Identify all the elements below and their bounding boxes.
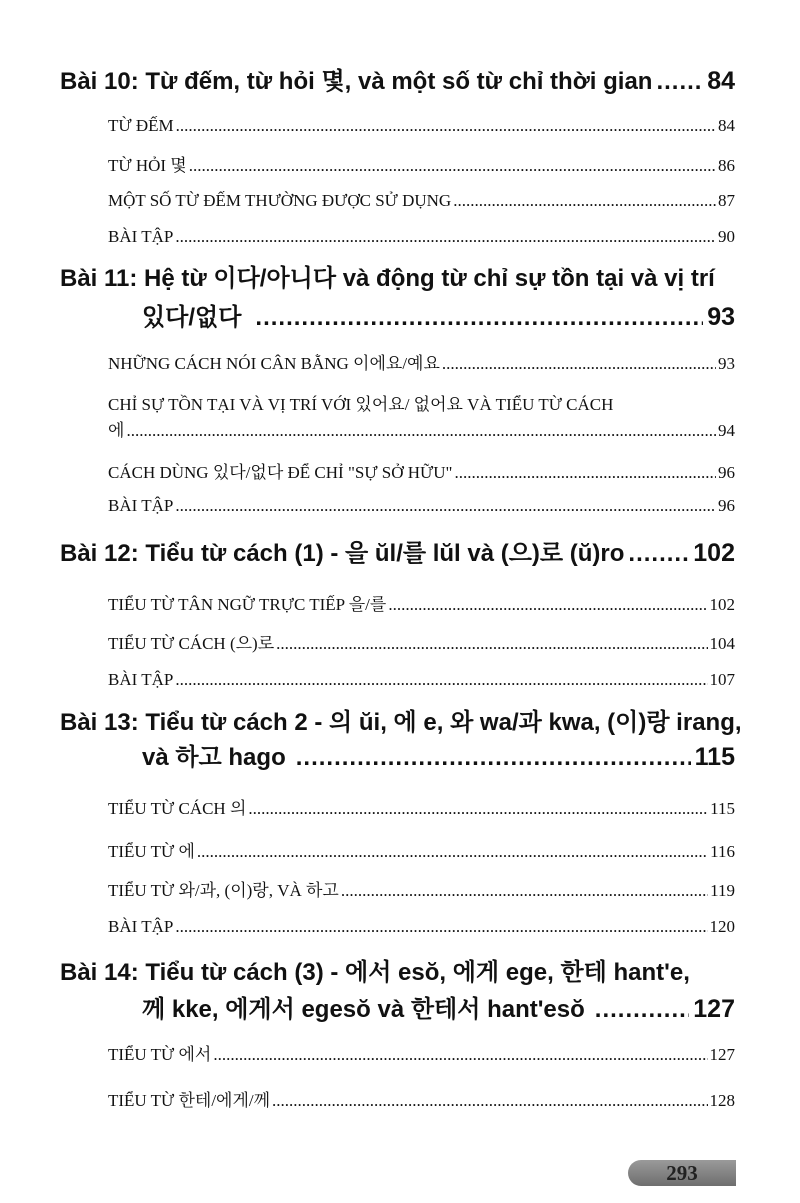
dot-leader <box>189 154 716 178</box>
dot-leader <box>656 67 703 97</box>
page-number: 293 <box>666 1160 698 1185</box>
dot-leader <box>255 303 703 333</box>
dot-leader <box>388 593 707 617</box>
lesson-page: 102 <box>693 539 735 567</box>
dot-leader <box>272 1089 707 1113</box>
entry-title: CÁCH DÙNG 있다/없다 ĐỂ CHỈ "SỰ SỞ HỮU" <box>108 463 453 482</box>
dot-leader <box>248 797 708 821</box>
entry-title: TỪ ĐẾM <box>108 116 174 135</box>
lesson-title-line2: và 하고 hago <box>142 744 286 771</box>
toc-entry <box>108 915 735 939</box>
lesson-page: 93 <box>707 303 735 331</box>
lesson-title: Bài 10: Từ đếm, từ hỏi 몇, và một số từ chỉ thời gian <box>60 68 653 95</box>
dot-leader <box>442 352 716 376</box>
lesson-title-line2: 께 kke, 에게서 egesŏ và 한테서 hant'esŏ <box>142 996 585 1023</box>
entry-title: TIỂU TỪ 에 <box>108 842 195 861</box>
toc-entry <box>108 494 735 518</box>
lesson-page: 84 <box>707 67 735 95</box>
page-number-badge <box>628 1160 736 1186</box>
toc-entry-multiline <box>108 393 735 443</box>
dot-leader <box>175 225 716 249</box>
entry-page: 86 <box>718 156 735 175</box>
toc-entry <box>108 1089 735 1113</box>
entry-page: 90 <box>718 227 735 246</box>
toc-entry <box>108 1043 735 1067</box>
entry-title: TIỂU TỪ CÁCH 의 <box>108 799 247 818</box>
entry-page: 115 <box>710 799 735 818</box>
dot-leader <box>175 494 716 518</box>
entry-title-line1: CHỈ SỰ TỒN TẠI VÀ VỊ TRÍ VỚI 있어요/ 없어요 VÀ TIỂU TỪ CÁCH <box>108 395 614 414</box>
lesson-11-heading <box>60 264 735 333</box>
dot-leader <box>175 668 707 692</box>
toc-entry <box>108 154 735 178</box>
dot-leader <box>454 461 716 485</box>
dot-leader <box>276 632 707 656</box>
lesson-title-line1: Bài 14: Tiểu từ cách (3) - 에서 esŏ, 에게 ege, 한테 hant'e, <box>60 959 690 986</box>
dot-leader <box>126 419 716 443</box>
lesson-title-line1: Bài 11: Hệ từ 이다/아니다 và động từ chỉ sự tồn tại và vị trí <box>60 265 715 292</box>
dot-leader <box>453 189 716 213</box>
lesson-page: 115 <box>694 743 735 771</box>
entry-page: 104 <box>709 634 735 653</box>
lesson-title: Bài 12: Tiểu từ cách (1) - 을 ŭl/를 lŭl và (으)로 (ŭ)ro <box>60 540 625 567</box>
entry-title: NHỮNG CÁCH NÓI CÂN BẰNG 이에요/예요 <box>108 354 440 373</box>
entry-title: MỘT SỐ TỪ ĐẾM THƯỜNG ĐƯỢC SỬ DỤNG <box>108 191 452 210</box>
entry-page: 93 <box>718 354 735 373</box>
entry-page: 120 <box>709 917 735 936</box>
entry-title: TIỂU TỪ TÂN NGỮ TRỰC TIẾP 을/를 <box>108 595 387 614</box>
dot-leader <box>175 915 707 939</box>
lesson-page: 127 <box>693 995 735 1023</box>
lesson-title-line2: 있다/없다 <box>142 304 242 331</box>
entry-page: 127 <box>709 1045 735 1064</box>
toc-entry <box>108 593 735 617</box>
toc-entry <box>108 879 735 903</box>
entry-title: TIỂU TỪ 와/과, (이)랑, VÀ 하고 <box>108 881 339 900</box>
entry-page: 96 <box>718 496 735 515</box>
entry-page: 87 <box>718 191 735 210</box>
lesson-13-heading <box>60 708 742 773</box>
lesson-10-heading <box>60 66 735 97</box>
entry-page: 96 <box>718 463 735 482</box>
toc-entry <box>108 797 735 821</box>
dot-leader <box>628 539 689 569</box>
entry-title: BÀI TẬP <box>108 917 174 936</box>
dot-leader <box>595 995 689 1025</box>
entry-title: TIỂU TỪ 한테/에게/께 <box>108 1091 271 1110</box>
lesson-14-heading <box>60 958 735 1025</box>
entry-title: TỪ HỎI 몇 <box>108 156 187 175</box>
toc-entry <box>108 225 735 249</box>
entry-page: 84 <box>718 116 735 135</box>
toc-entry <box>108 840 735 864</box>
toc-entry <box>108 352 735 376</box>
dot-leader <box>213 1043 707 1067</box>
entry-title: BÀI TẬP <box>108 670 174 689</box>
entry-title: TIỂU TỪ CÁCH (으)로 <box>108 634 275 653</box>
lesson-12-heading <box>60 538 735 569</box>
entry-title: BÀI TẬP <box>108 496 174 515</box>
entry-page: 116 <box>710 842 735 861</box>
entry-title-line2: 에 <box>108 421 125 440</box>
entry-page: 119 <box>710 881 735 900</box>
entry-page: 102 <box>709 595 735 614</box>
entry-title: TIỂU TỪ 에서 <box>108 1045 212 1064</box>
toc-entry <box>108 189 735 213</box>
entry-title: BÀI TẬP <box>108 227 174 246</box>
dot-leader <box>341 879 708 903</box>
entry-page: 107 <box>709 670 735 689</box>
dot-leader <box>176 114 716 138</box>
dot-leader <box>296 743 691 773</box>
lesson-title-line1: Bài 13: Tiểu từ cách 2 - 의 ŭi, 에 e, 와 wa/과 kwa, (이)랑 irang, <box>60 709 742 736</box>
toc-entry <box>108 632 735 656</box>
toc-entry <box>108 461 735 485</box>
dot-leader <box>197 840 708 864</box>
entry-page: 128 <box>709 1091 735 1110</box>
entry-page: 94 <box>718 421 735 440</box>
toc-entry <box>108 114 735 138</box>
toc-entry <box>108 668 735 692</box>
